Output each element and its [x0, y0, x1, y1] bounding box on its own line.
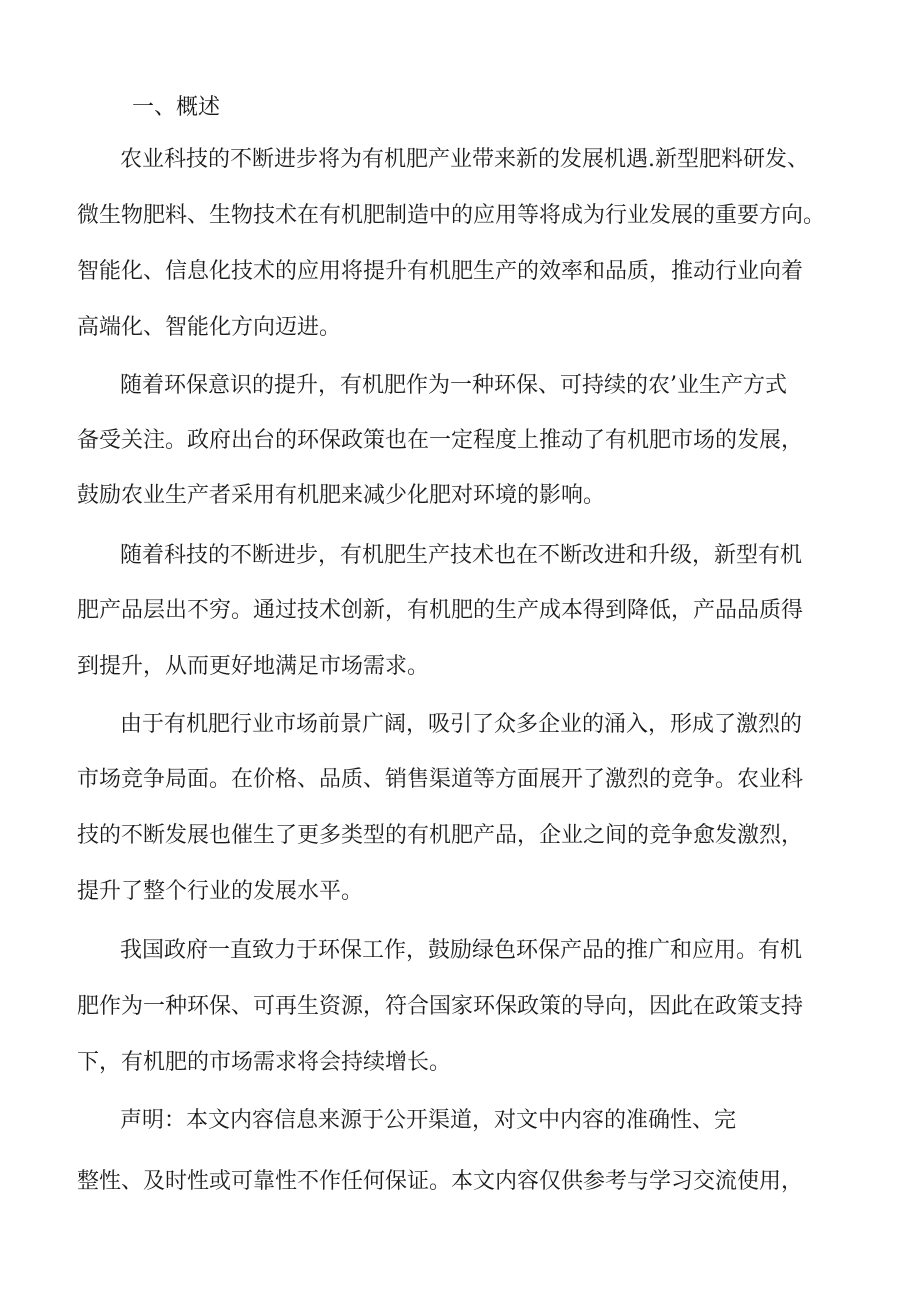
- paragraph-4-line-1: 由于有机肥行业市场前景广阔，吸引了众多企业的涌入，形成了激烈的: [120, 712, 803, 737]
- declaration-line-1: 声明：本文内容信息来源于公开渠道，对文中内容的准确性、完: [120, 1108, 737, 1133]
- paragraph-1-line-1: 农业科技的不断进步将为有机肥产业带来新的发展机遇.新型肥料研发、: [120, 147, 809, 172]
- paragraph-2-line-1: 随着环保意识的提升，有机肥作为一种环保、可持续的农’业生产方式: [120, 373, 787, 398]
- paragraph-4-line-3: 技的不断发展也催生了更多类型的有机肥产品，企业之间的竞争愈发激烈，: [77, 823, 804, 848]
- paragraph-2-line-2: 备受关注。政府出台的环保政策也在一定程度上推动了有机肥市场的发展，: [77, 428, 804, 453]
- paragraph-3-line-3: 到提升，从而更好地满足市场需求。: [77, 654, 430, 679]
- paragraph-5-line-2: 肥作为一种环保、可再生资源，符合国家环保政策的导向，因此在政策支持: [77, 994, 804, 1019]
- paragraph-1-line-2: 微生物肥料、生物技术在有机肥制造中的应用等将成为行业发展的重要方向。: [77, 203, 826, 228]
- paragraph-1-line-3: 智能化、信息化技术的应用将提升有机肥生产的效率和品质，推动行业向着: [77, 259, 804, 284]
- paragraph-5-line-3: 下，有机肥的市场需求将会持续增长。: [77, 1050, 452, 1075]
- paragraph-1-line-4: 高端化、智能化方向迈进。: [77, 315, 342, 340]
- paragraph-3-line-2: 肥产品层出不穷。通过技术创新，有机肥的生产成本得到降低，产品品质得: [77, 598, 804, 623]
- paragraph-4-line-2: 市场竞争局面。在价格、品质、销售渠道等方面展开了激烈的竞争。农业科: [77, 767, 804, 792]
- paragraph-4-line-4: 提升了整个行业的发展水平。: [77, 879, 364, 904]
- paragraph-5-line-1: 我国政府一直致力于环保工作，鼓励绿色环保产品的推广和应用。有机: [120, 938, 803, 963]
- paragraph-2-line-3: 鼓励农业生产者采用有机肥来减少化肥对环境的影响。: [77, 483, 606, 508]
- declaration-line-2: 整性、及时性或可靠性不作任何保证。本文内容仅供参考与学习交流使用，: [77, 1169, 804, 1194]
- paragraph-3-line-1: 随着科技的不断进步，有机肥生产技术也在不断改进和升级，新型有机: [120, 543, 803, 568]
- section-heading: 一、概述: [132, 95, 221, 120]
